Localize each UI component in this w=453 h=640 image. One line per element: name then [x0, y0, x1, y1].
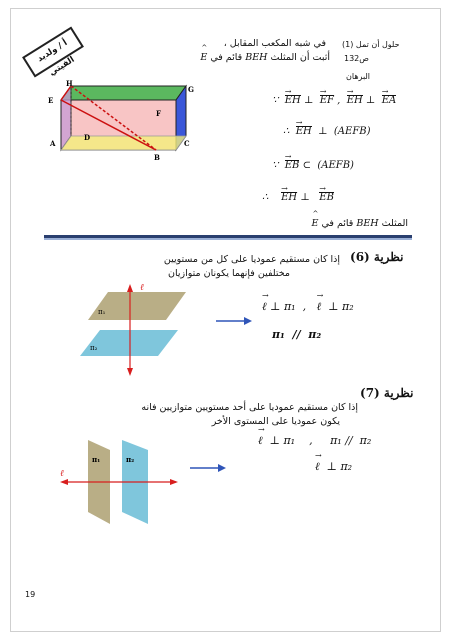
theorem7-title: نظرية (7): [360, 386, 414, 400]
theorem7-line-arrow-right: [170, 479, 178, 485]
theorem6-plane1-label: π₁: [98, 308, 106, 316]
theorem7-text-line2: يكون عموديا على المستوى الأخر: [211, 416, 340, 427]
question-text: أثبت أن المثلث: [270, 52, 330, 63]
label-G: G: [188, 85, 194, 94]
theorem6-text-line1: إذا كان مستقيم عموديا على كل من مستويين: [163, 254, 340, 265]
cuboid-figure: [44, 78, 204, 168]
page-number: 19: [25, 590, 36, 599]
label-E: E: [48, 96, 54, 105]
theorem6-line-arrow-top: [127, 284, 133, 292]
theorem7-math-row1: → ℓ ⊥ π₁ , π₁ // π₂: [258, 434, 371, 447]
theorem7-implies-arrow: [190, 463, 226, 473]
theorem6-text-line2: مختلفين فإنهما يكونان متوازيان: [168, 268, 290, 279]
proof-step-3: ∵ → EB ⊂ (AEFB): [272, 160, 354, 171]
proof-step-1: ∵ → EH ⊥ → EF , → EH ⊥ → EA: [272, 95, 396, 106]
theorem7-line-label: ℓ: [60, 469, 64, 479]
proof-label: البرهان: [346, 72, 371, 81]
label-B: B: [154, 153, 160, 162]
question-suffix: قائم في: [210, 52, 243, 63]
theorem7-math-row2: → ℓ ⊥ π₂: [315, 460, 352, 473]
question-line2: [170, 44, 330, 63]
question-triangle: BEH: [245, 52, 268, 63]
question-line1: في شبه المكعب المقابل ،: [223, 38, 326, 49]
theorem6-title: نظرية (6): [350, 250, 404, 264]
section-separator: [44, 235, 412, 240]
theorem7-figure: [58, 432, 178, 532]
theorem7-line-arrow-left: [60, 479, 68, 485]
proof-conclusion: المثلث BEH قائم في ^ E: [311, 210, 408, 229]
theorem7-plane1-label: π₁: [92, 455, 101, 464]
theorem6-math-row2: π₁ // π₂: [272, 328, 322, 341]
author-badge: أ / ولديد الفيتي: [22, 26, 84, 77]
label-F: F: [156, 109, 161, 118]
proof-step-4: ∴ → EH ⊥ → EB: [262, 192, 334, 203]
label-A: A: [50, 139, 56, 148]
book-reference-line2: ص132: [344, 54, 369, 63]
book-reference-line1: حلول أن تمل (1): [342, 40, 400, 49]
label-D: D: [84, 133, 91, 142]
theorem6-line-arrow-bottom: [127, 368, 133, 376]
theorem6-line-label: ℓ: [140, 283, 144, 293]
label-C: C: [184, 139, 190, 148]
theorem7-text-line1: إذا كان مستقيم عموديا على أحد مستويين متوازيين فانه: [141, 402, 358, 413]
label-H: H: [66, 79, 73, 88]
proof-step-2: ∴ → EH ⊥ (AEFB): [283, 126, 371, 137]
theorem7-plane2-label: π₂: [126, 455, 135, 464]
theorem6-figure: [78, 280, 194, 380]
theorem6-implies-arrow: [216, 316, 252, 326]
cuboid-bottom-face: [61, 136, 186, 150]
theorem6-plane2-label: π₂: [90, 344, 98, 352]
theorem6-math-row1: → ℓ ⊥ π₁ , → ℓ ⊥ π₂: [262, 300, 354, 313]
question-vertex: ^ E: [200, 44, 208, 63]
theorem6-plane2: [80, 330, 178, 356]
